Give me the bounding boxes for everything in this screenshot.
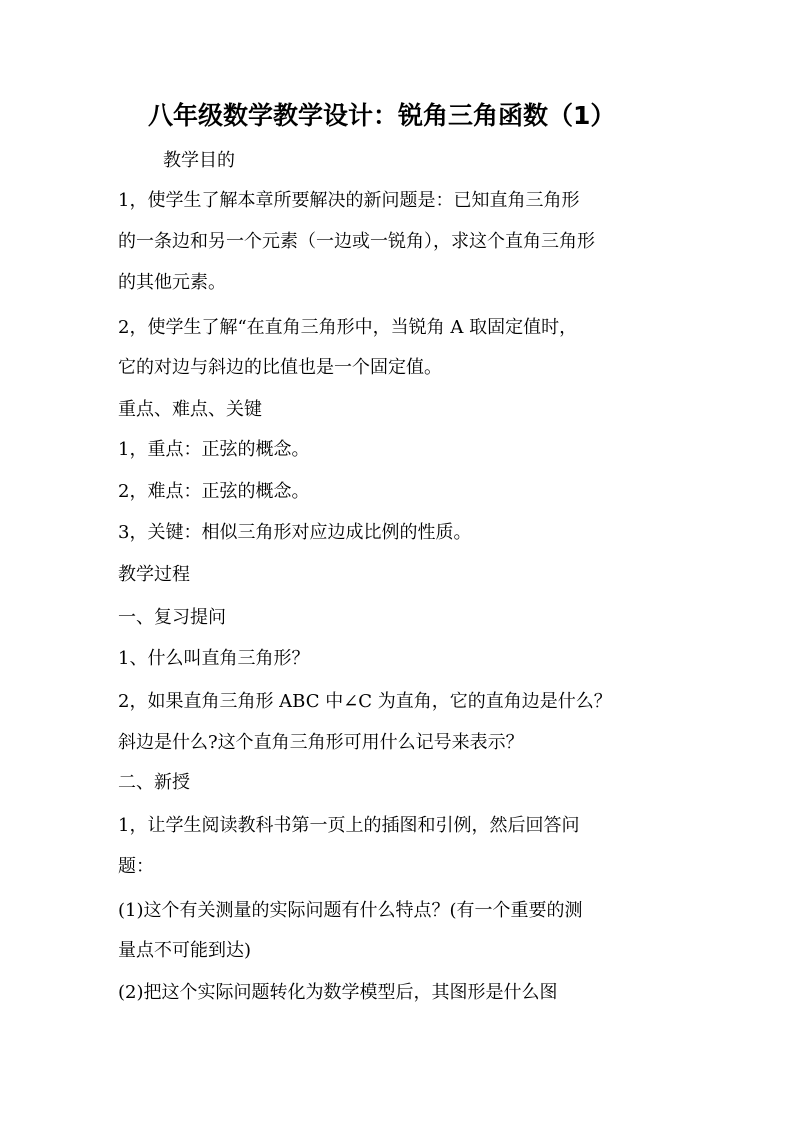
paragraph-line: 2，如果直角三角形 ABC 中∠C 为直角，它的直角边是什么？: [118, 691, 612, 712]
section-heading-process: 教学过程: [118, 564, 190, 585]
paragraph-line: (1)这个有关测量的实际问题有什么特点？(有一个重要的测: [118, 900, 583, 921]
paragraph-line: 量点不可能到达): [118, 940, 252, 961]
paragraph-line: 1、什么叫直角三角形？: [118, 648, 310, 669]
paragraph-line: 2，难点：正弦的概念。: [118, 481, 310, 502]
paragraph-line: 一、复习提问: [118, 607, 226, 628]
document-title: 八年级数学教学设计：锐角三角函数（1）: [148, 101, 616, 130]
section-heading-new-lesson: 二、新授: [118, 772, 190, 793]
section-heading-key-points: 重点、难点、关键: [118, 399, 262, 420]
paragraph-line: 2，使学生了解“在直角三角形中，当锐角 A 取固定值时，: [118, 317, 578, 338]
paragraph-line: (2)把这个实际问题转化为数学模型后，其图形是什么图: [118, 982, 558, 1003]
paragraph-line: 题：: [118, 856, 154, 877]
paragraph-line: 1，重点：正弦的概念。: [118, 439, 310, 460]
paragraph-line: 1，让学生阅读教科书第一页上的插图和引例，然后回答问: [118, 815, 580, 836]
paragraph-line: 1，使学生了解本章所要解决的新问题是：已知直角三角形: [118, 190, 580, 211]
paragraph-line: 斜边是什么?这个直角三角形可用什么记号来表示？: [118, 732, 524, 753]
paragraph-line: 的一条边和另一个元素（一边或一锐角），求这个直角三角形: [118, 231, 595, 252]
paragraph-line: 它的对边与斜边的比值也是一个固定值。: [118, 357, 442, 378]
section-heading-objectives: 教学目的: [163, 150, 235, 171]
paragraph-line: 的其他元素。: [118, 272, 226, 293]
paragraph-line: 3，关键：相似三角形对应边成比例的性质。: [118, 522, 472, 543]
